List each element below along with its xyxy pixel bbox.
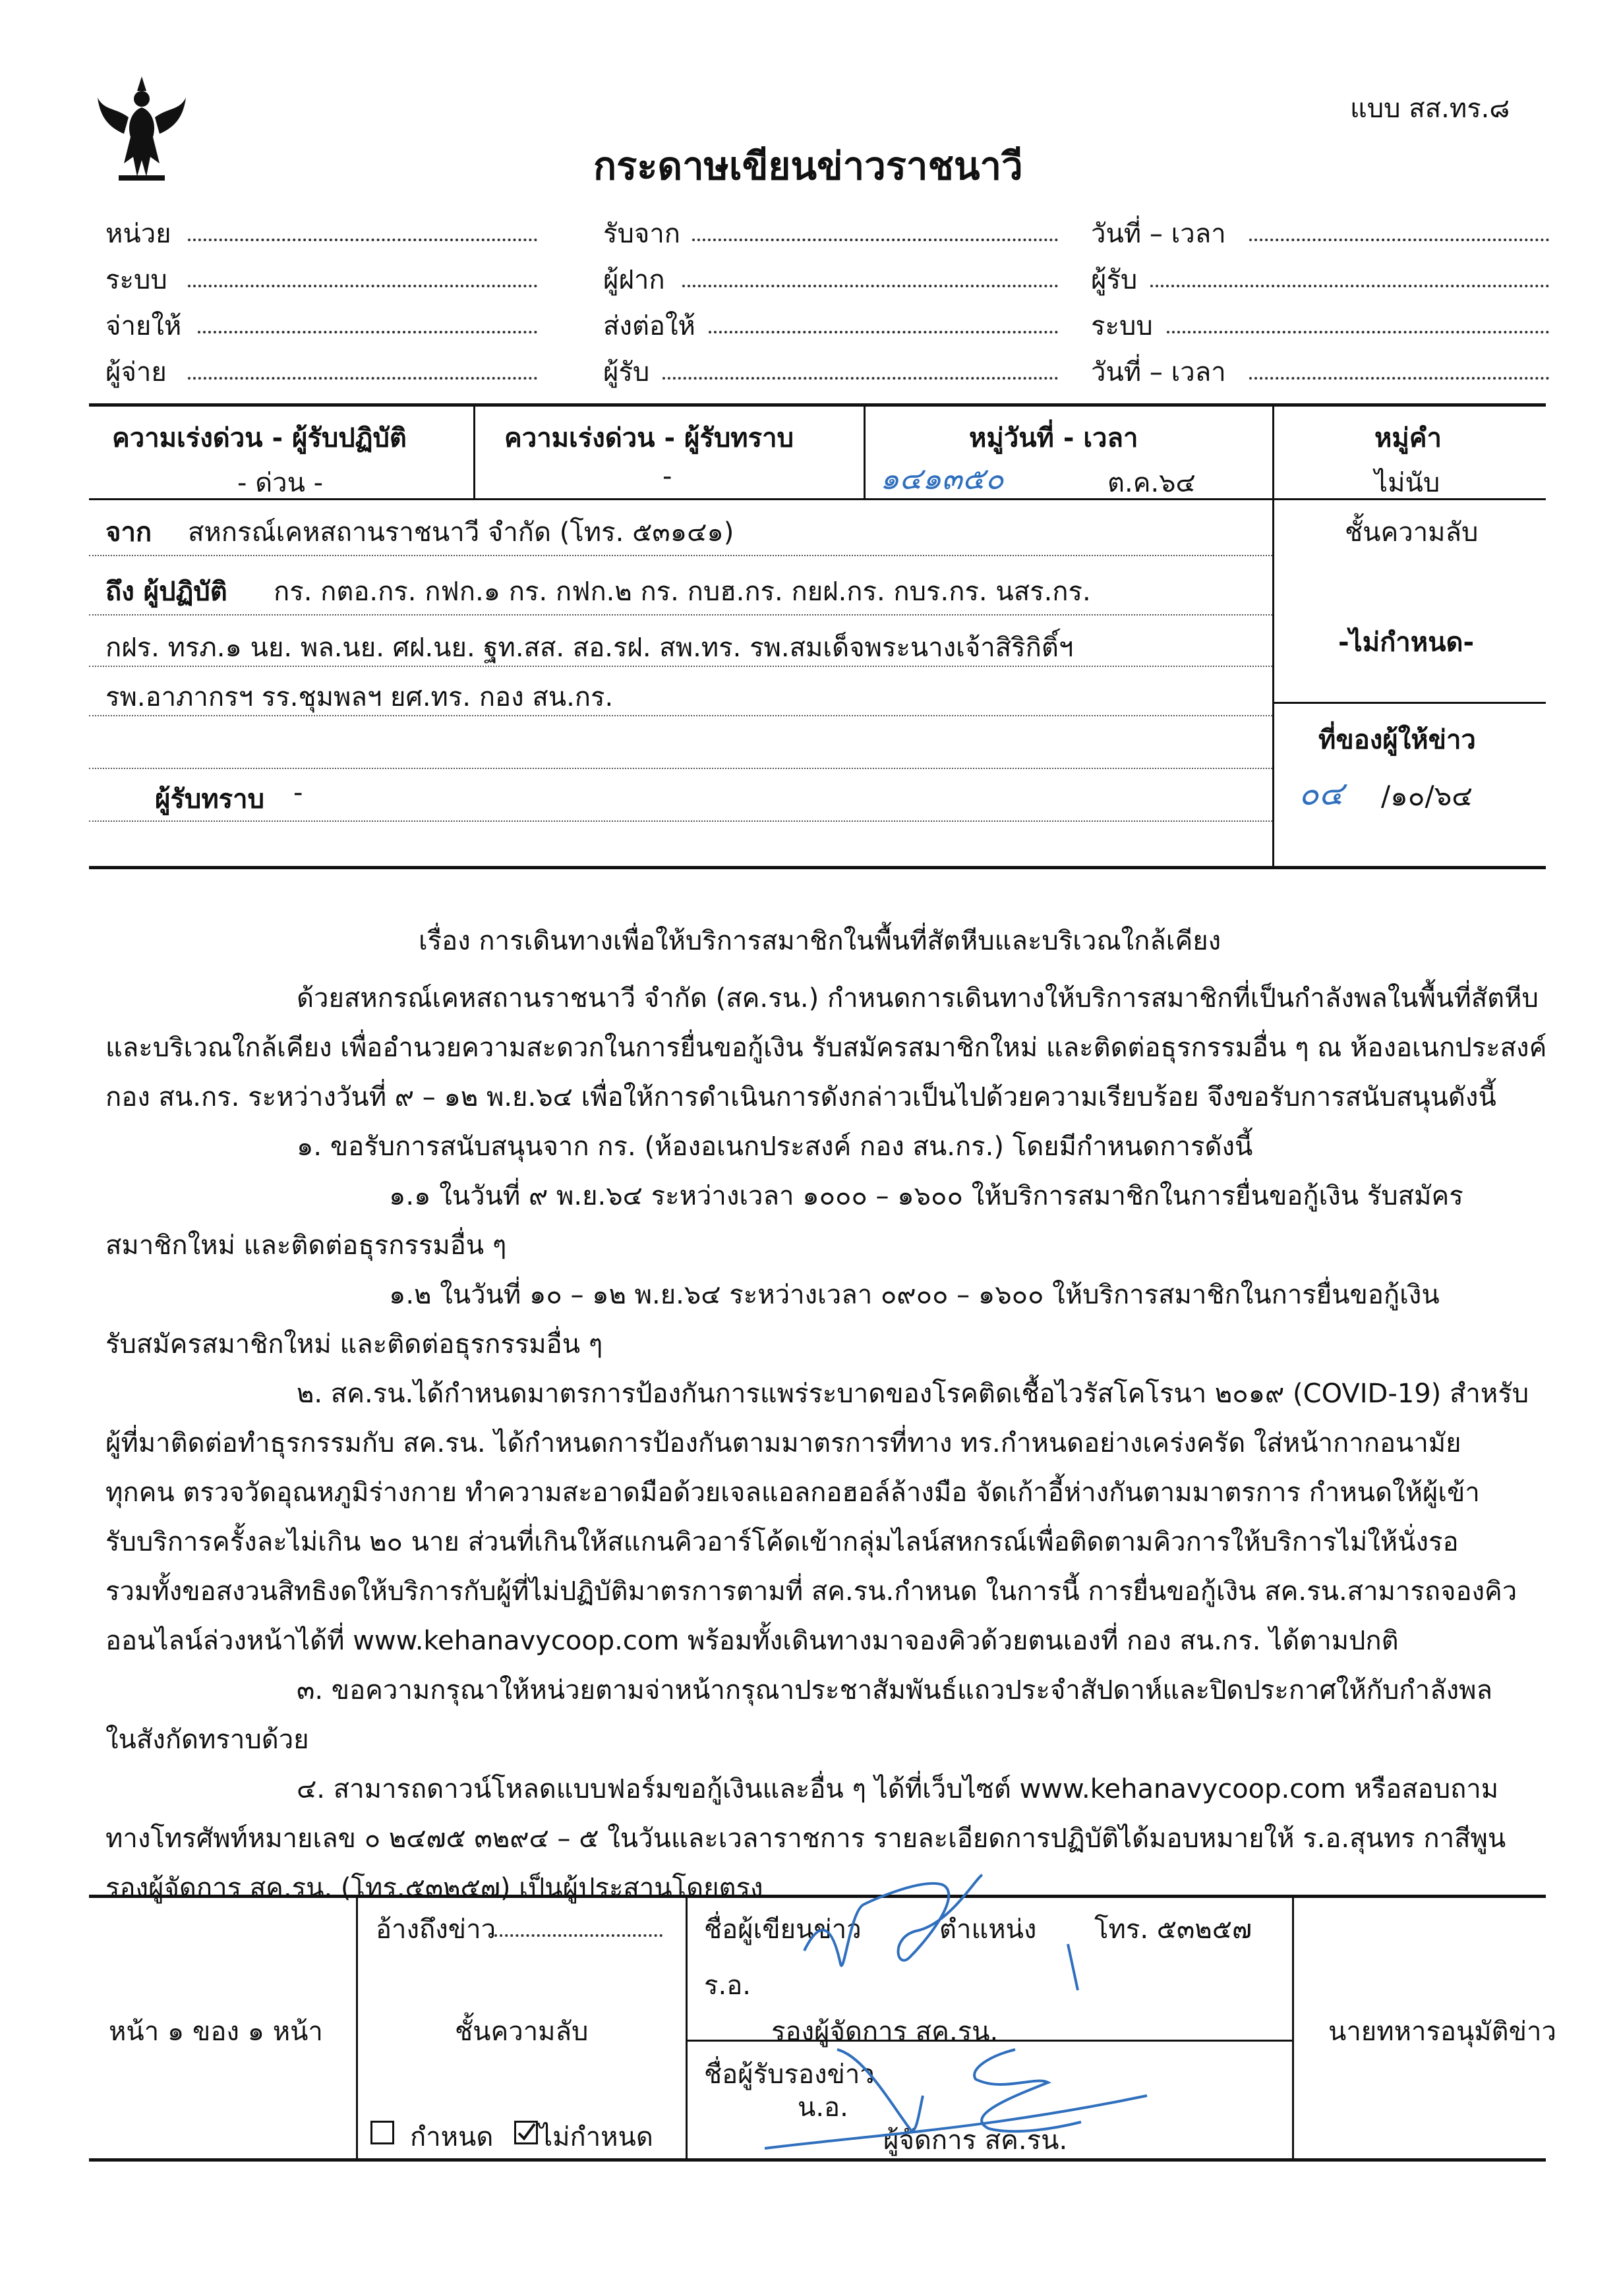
routing-rule-6 [89, 820, 1272, 822]
ref-label: ที่ของผู้ให้ข่าว [1318, 725, 1476, 755]
dispatcher-label: ผู้จ่าย [105, 357, 167, 387]
to-label: ถึง ผู้ปฏิบัติ [105, 577, 227, 607]
reference-field[interactable] [494, 1934, 662, 1937]
defined-label: กำหนด [410, 2122, 494, 2152]
body-line: ๑.๑ ในวันที่ ๙ พ.ย.๖๔ ระหว่างเวลา ๑๐๐๐ – ๑๖๐๐ ให้บริการสมาชิกในการยื่นขอกู้เงิน รับสมัคร [389, 1181, 1463, 1211]
footer-divider-2 [686, 1896, 688, 2158]
from-value: สหกรณ์เคหสถานราชนาวี จำกัด (โทร. ๕๓๑๔๑) [188, 517, 734, 548]
classification-rule [1272, 702, 1546, 704]
body-line: ๑.๒ ในวันที่ ๑๐ – ๑๒ พ.ย.๖๔ ระหว่างเวลา ๐๙๐๐ – ๑๖๐๐ ให้บริการสมาชิกในการยื่นขอกู้เงิน [389, 1280, 1440, 1310]
depositor-field[interactable] [682, 285, 1058, 287]
body-line: รับบริการครั้งละไม่เกิน ๒๐ นาย ส่วนที่เกินให้สแกนคิวอาร์โค้ดเข้ากลุ่มไลน์สหกรณ์เพื่อติดตามคิวการให้บริการไม่ให้นั่งรอ [105, 1527, 1459, 1557]
routing-rule-4 [89, 715, 1272, 716]
body-line: ๔. สามารถดาวน์โหลดแบบฟอร์มขอกู้เงินและอื่น ๆ ได้ที่เว็บไซต์ www.kehanavycoop.com หรือสอบถาม [297, 1774, 1499, 1804]
body-line: รับสมัครสมาชิกใหม่ และติดต่อธุรกรรมอื่น ๆ [105, 1329, 603, 1360]
system-label: ระบบ [105, 265, 167, 295]
group-count-label: หมู่คำ [1374, 423, 1442, 453]
unit-label: หน่วย [105, 219, 171, 249]
body-line: รองผู้จัดการ สค.รน. (โทร.๕๓๒๕๗) เป็นผู้ประสานโดยตรง [105, 1873, 763, 1903]
to-line-1: กร. กตอ.กร. กฟก.๑ กร. กฟก.๒ กร. กบฮ.กร. กยฝ.กร. กบร.กร. นสร.กร. [274, 577, 1091, 607]
receiver2-field[interactable] [1150, 285, 1549, 287]
certifier-signature-icon [738, 2030, 1160, 2162]
unit-field[interactable] [188, 239, 537, 241]
routing-rule-5 [89, 768, 1272, 769]
info-recipients-label: ผู้รับทราบ [155, 784, 265, 815]
priority-divider-1 [473, 405, 475, 498]
subject: เรื่อง การเดินทางเพื่อให้บริการสมาชิกในพื้นที่สัตหีบและบริเวณใกล้เคียง [419, 926, 1222, 956]
dtg-value: ๑๔๑๓๕๐ [880, 461, 1004, 496]
received-from-label: รับจาก [603, 219, 680, 249]
dispatcher-field[interactable] [188, 377, 537, 380]
form-code: แบบ สส.ทร.๘ [1350, 94, 1510, 124]
body-line: ๒. สค.รน.ได้กำหนดมาตรการป้องกันการแพร่ระบาดของโรคติดเชื้อไวรัสโคโรนา ๒๐๑๙ (COVID-19) สำหรับ [297, 1379, 1529, 1409]
group-count-value: ไม่นับ [1374, 468, 1440, 498]
page-title: กระดาษเขียนข่าวราชนาวี [593, 144, 1023, 188]
system2-label: ระบบ [1091, 311, 1153, 341]
ref-suffix: /๑๐/๖๔ [1381, 780, 1473, 812]
garuda-emblem-icon [92, 71, 191, 187]
defined-checkbox[interactable] [370, 2121, 394, 2144]
body-line: ด้วยสหกรณ์เคหสถานราชนาวี จำกัด (สค.รน.) กำหนดการเดินทางให้บริการสมาชิกที่เป็นกำลังพลในพื้นที่สัตหีบ [297, 983, 1539, 1014]
body-line: ผู้ที่มาติดต่อทำธุรกรรมกับ สค.รน. ได้กำหนดการป้องกันตามมาตรการที่ทาง ทร.กำหนดอย่างเคร่งครัด ใส่หน้ากากอนามัย [105, 1428, 1461, 1458]
receiver-label: ผู้รับ [603, 357, 650, 387]
footer-classification-label: ชั้นความลับ [455, 2017, 589, 2047]
page-number: หน้า ๑ ของ ๑ หน้า [109, 2017, 323, 2047]
system-field[interactable] [188, 285, 537, 287]
system2-field[interactable] [1167, 331, 1549, 333]
datetime2-field[interactable] [1249, 377, 1549, 380]
body-line: สมาชิกใหม่ และติดต่อธุรกรรมอื่น ๆ [105, 1230, 507, 1261]
undefined-checkbox[interactable] [514, 2121, 538, 2144]
dtg-label: หมู่วันที่ - เวลา [969, 423, 1138, 453]
body-line: และบริเวณใกล้เคียง เพื่ออำนวยความสะดวกในการยื่นขอกู้เงิน รับสมัครสมาชิกใหม่ และติดต่อธุรกรรมอื่น ๆ ณ ห้องอเนกประสงค์ [105, 1033, 1547, 1063]
writer-signature-icon [778, 1858, 1121, 2003]
routing-rule-1 [89, 555, 1272, 556]
body-line: กอง สน.กร. ระหว่างวันที่ ๙ – ๑๒ พ.ย.๖๔ เพื่อให้การดำเนินการดังกล่าวเป็นไปด้วยความเรียบร้อย จึงขอรับการสนับสนุนดังนี้ [105, 1082, 1496, 1112]
body-line: ๓. ขอความกรุณาให้หน่วยตามจ่าหน้ากรุณาประชาสัมพันธ์แถวประจำสัปดาห์และปิดประกาศให้กับกำลังพล [297, 1675, 1493, 1706]
forward-to-field[interactable] [709, 331, 1058, 333]
priority-divider-2 [864, 405, 866, 498]
writer-label: ชื่อผู้เขียนข่าว [704, 1914, 862, 1945]
writer-rank: ร.อ. [704, 1970, 751, 2001]
routing-bottom-rule [89, 866, 1546, 869]
classification-label: ชั้นความลับ [1345, 517, 1479, 548]
writer-phone: โทร. ๕๓๒๕๗ [1094, 1914, 1252, 1945]
writer-position: รองผู้จัดการ สค.รน. [771, 2017, 999, 2047]
body-line: ๑. ขอรับการสนับสนุนจาก กร. (ห้องอเนกประสงค์ กอง สน.กร.) โดยมีกำหนดการดังนี้ [297, 1132, 1253, 1162]
priority-info-label: ความเร่งด่วน - ผู้รับทราบ [504, 423, 794, 453]
priority-action-value: - ด่วน - [237, 468, 324, 498]
datetime2-label: วันที่ – เวลา [1091, 357, 1226, 387]
top-rule [89, 403, 1546, 407]
to-line-3: รพ.อาภากรฯ รร.ชุมพลฯ ยศ.ทร. กอง สน.กร. [105, 682, 614, 712]
body-line: ในสังกัดทราบด้วย [105, 1725, 309, 1755]
send-to-field[interactable] [198, 331, 537, 333]
depositor-label: ผู้ฝาก [603, 265, 665, 295]
certifier-label: ชื่อผู้รับรองข่าว [704, 2059, 875, 2090]
footer-divider-3 [1292, 1896, 1294, 2158]
priority-info-value: - [662, 461, 672, 492]
certifier-rank: น.อ. [798, 2092, 848, 2123]
footer-divider-1 [356, 1896, 358, 2158]
datetime-label: วันที่ – เวลา [1091, 219, 1226, 249]
routing-rule-3 [89, 666, 1272, 667]
check-icon [516, 2123, 536, 2142]
priority-action-label: ความเร่งด่วน - ผู้รับปฏิบัติ [112, 423, 407, 453]
undefined-label: ไม่กำหนด [539, 2122, 653, 2152]
body-line: ออนไลน์ล่วงหน้าได้ที่ www.kehanavycoop.com พร้อมทั้งเดินทางมาจองคิวด้วยตนเองที่ กอง สน.กร. ได้ตามปกติ [105, 1626, 1399, 1656]
message-body [105, 974, 1549, 1913]
approver-label: นายทหารอนุมัติข่าว [1328, 2017, 1556, 2047]
send-to-label: จ่ายให้ [105, 311, 182, 341]
datetime-field[interactable] [1249, 239, 1549, 241]
to-line-2: กฝร. ทรภ.๑ นย. พล.นย. ศฝ.นย. ฐท.สส. สอ.รฝ. สพ.ทร. รพ.สมเด็จพระนางเจ้าสิริกิติ์ฯ [105, 633, 1074, 663]
receiver2-label: ผู้รับ [1091, 265, 1138, 295]
ref-number: ๐๔ [1299, 774, 1344, 813]
reference-label: อ้างถึงข่าว [376, 1914, 496, 1945]
body-line: รวมทั้งขอสงวนสิทธิงดให้บริการกับผู้ที่ไม่ปฏิบัติมาตรการตามที่ สค.รน.กำหนด ในการนี้ การยื่นขอกู้เงิน สค.รน.สามารถจองคิว [105, 1576, 1517, 1607]
received-from-field[interactable] [692, 239, 1058, 241]
from-label: จาก [105, 517, 152, 548]
routing-rule-2 [89, 614, 1272, 616]
position-label: ตำแหน่ง [939, 1914, 1037, 1945]
priority-divider-3 [1272, 405, 1274, 866]
classification-value: -ไม่กำหนด- [1338, 627, 1475, 658]
body-line: ทุกคน ตรวจวัดอุณหภูมิร่างกาย ทำความสะอาดมือด้วยเจลแอลกอฮอล์ล้างมือ จัดเก้าอี้ห่างกันตามมาตรการ กำหนดให้ผู้เข้า [105, 1478, 1480, 1508]
info-recipients-value: - [293, 778, 303, 808]
dtg-month: ต.ค.๖๔ [1107, 468, 1196, 498]
certifier-position: ผู้จัดการ สค.รน. [883, 2125, 1068, 2156]
body-line: ทางโทรศัพท์หมายเลข ๐ ๒๔๗๕ ๓๒๙๔ – ๕ ในวันและเวลาราชการ รายละเอียดการปฏิบัติได้มอบหมายให้ ร.อ.สุนทร กาสีพูน [105, 1823, 1506, 1854]
receiver-field[interactable] [662, 377, 1058, 380]
forward-to-label: ส่งต่อให้ [603, 311, 695, 341]
